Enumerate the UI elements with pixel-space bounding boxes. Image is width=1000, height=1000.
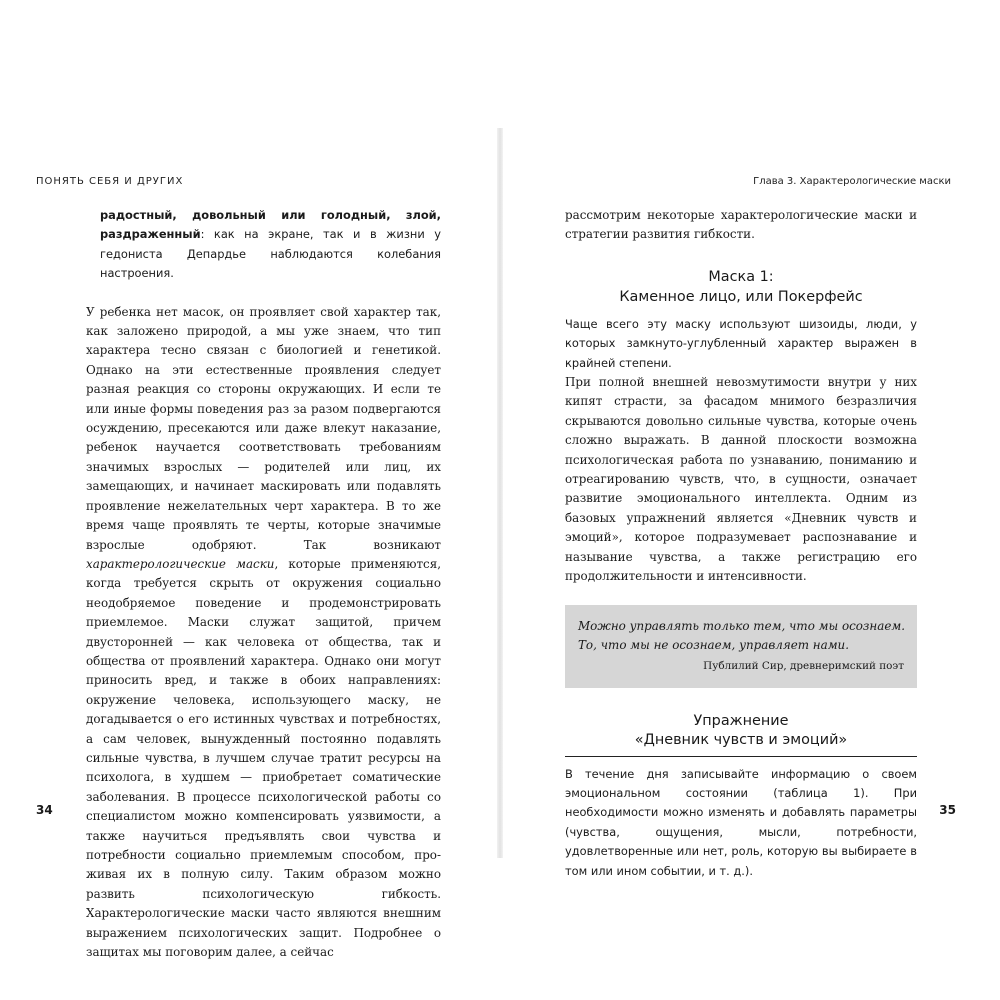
mask-heading-line2: Каменное лицо, или Покерфейс [619, 288, 863, 305]
right-text-column [565, 206, 917, 892]
left-body-paragraph [86, 303, 441, 963]
exercise-body: В течение дня записывайте информацию о своем эмоциональном состоянии (таблица 1). При необходимости можно изменять и добавлять параметры (чувства, ощущения, мысли, потребности, удовлетворенные или нет, роль, которую вы выбираете в том или ином событии, и т. д.). [565, 766, 917, 878]
left-text-column [86, 206, 441, 962]
left-page [0, 0, 497, 1000]
right-page-number: 35 [939, 803, 956, 817]
quote-author: Публилий Сир, древнеримский поэт [703, 659, 904, 672]
left-page-number: 34 [36, 803, 53, 817]
right-lead-paragraph: рассмотрим некоторые характерологические маски и стратегии развития гибкости. [565, 208, 917, 242]
emphasis-term: характерологические маски [86, 556, 275, 571]
quote-line-2: То, что мы не осознаем, управляет нами. [578, 637, 849, 652]
right-page [503, 0, 1000, 1000]
intro-bold: радостный, довольный или голодный, злой, раздраженный [100, 208, 441, 242]
mask-body: При полной внешней невозмутимости внутри у них кипят страсти, за фасадом мнимого безразличия скрываются довольно сильные чувства, которые очень сложно выражать. В данной плоскости возможна психологическая работа по узнаванию, пониманию и отреагированию чувств, что, в сущности, означает развитие эмоционального интеллекта. Одним из базовых упражнений является «Дневник чувств и эмоций», которое подразумевает распознавание и называние чувства, а также регистрацию его продолжительности и интенсивности. [565, 375, 917, 584]
mask-heading-line1: Маска 1: [708, 268, 774, 285]
left-body-part2: , которые применяются, когда требуется скрыть от окружения социально неодобряемое поведение и продемонстрировать приемлемое. Маски служат защитой, причем двусторонней — как человека от общества, так и общества от проявлений характера. Однако они могут приносить вред, и также в обоих направлениях: окружение человека, использующего маску, не догадывается о его истинных чувствах и потребностях, а сам человек, вынужденный постоянно подавлять сильные чувства, в лучшем случае тратит ресурсы на психолога, в худшем — приобретает соматические заболевания. В процессе психологической работы со специалистом можно компенсировать уязвимости, а также научиться предъявлять свои чувства и потребности социально приемлемым способом, проживая их в полную силу. Таким образом можно развить психологическую гибкость. Характерологические маски часто являются внешним выражением психологических защит. Подробнее о защитах мы поговорим далее, а сейчас [86, 556, 441, 960]
quote-line-1: Можно управлять только тем, что мы осознаем. [578, 618, 906, 633]
intro-text: : как на экране, так и в жизни у гедониста Депардье наблюдаются колебания настроения. [100, 227, 441, 281]
mask-intro: Чаще всего эту маску используют шизоиды, люди, у которых замкнуто-углубленный характер выражен в крайней степени. [565, 316, 917, 370]
right-running-head: Глава 3. Характерологические маски [753, 176, 951, 187]
left-body-part1: У ребенка нет масок, он проявляет свой характер так, как заложено природой, а мы уже знаем, что тип характера тесно связан с биологией и генетикой. Однако на эти естественные проявления следует разная реакция со стороны окружающих. И если те или иные формы поведения раз за разом подвергаются осуждению, пресекаются или даже влекут наказание, ребенок научается соответствовать требованиям значимых взрослых — родителей или лиц, их замещающих, и начинает маскировать или подавлять проявление нежелательных черт характера. В то же время чаще проявлять те черты, которые значимые взрослые одобряют. Так возникают [86, 304, 441, 552]
epigraph-quote-box [565, 605, 917, 688]
mask-heading [565, 267, 917, 307]
left-running-head: ПОНЯТЬ СЕБЯ И ДРУГИХ [36, 176, 184, 187]
exercise-heading [565, 712, 917, 757]
exercise-heading-line1: Упражнение [693, 712, 789, 729]
exercise-heading-line2: «Дневник чувств и эмоций» [634, 731, 848, 748]
intro-fragment [100, 206, 441, 284]
